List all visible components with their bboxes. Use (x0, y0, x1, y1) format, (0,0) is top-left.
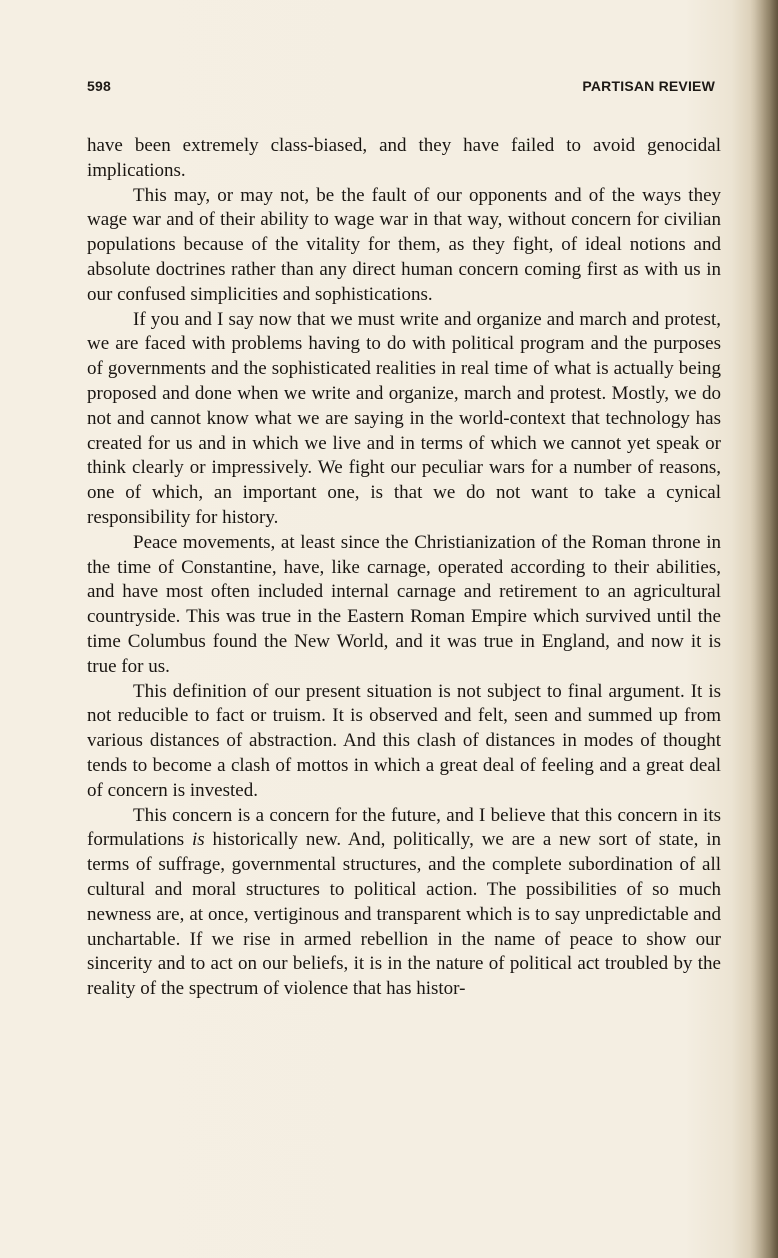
paragraph-final (87, 804, 721, 1002)
paragraph: Peace movements, at least since the Christianization of the Roman throne in the time of Constantine, have, like carnage, operated according to their abilities, and have most often included internal carnage and retirement to an agricultural countryside. This was true in the Eastern Roman Empire which survived until the time Columbus found the New World, and it was true in England, and now it is true for us. (87, 531, 721, 677)
paragraph-text: This concern is a concern for the future, and I believe that this concern in its formulations (87, 804, 721, 851)
body-text (87, 134, 721, 1002)
paragraph: If you and I say now that we must write and organize and march and protest, we are faced with problems having to do with political program and the purposes of governments and the sophisticated realities in real time of what is actually being proposed and done when we write and organize, march and protest. Mostly, we do not and cannot know what we are saying in the world-context that technology has created for us and in which we live and in terms of which we cannot yet speak or think clearly or impressively. We fight our peculiar wars for a number of reasons, one of which, an important one, is that we do not want to take a cynical responsibility for history. (87, 308, 721, 528)
paragraph: This may, or may not, be the fault of our opponents and of the ways they wage war and of their ability to wage war in that way, without concern for civilian populations because of the vitality for them, as they fight, of ideal notions and absolute doctrines rather than any direct human concern coming first as with us in our confused simplicities and sophistications. (87, 184, 721, 305)
paragraph: This definition of our present situation is not subject to final argument. It is not reducible to fact or truism. It is observed and felt, seen and summed up from various distances of abstraction. And this clash of distances in modes of thought tends to become a clash of mottos in which a great deal of feeling and a great deal of concern is invested. (87, 680, 721, 801)
spine-shadow (750, 0, 778, 1258)
journal-title: PARTISAN REVIEW (582, 78, 715, 94)
paragraph-continued: have been extremely class-biased, and they have failed to avoid genocidal implications. (87, 135, 721, 181)
running-head (87, 78, 715, 98)
paragraph-text: historically new. And, politically, we are a new sort of state, in terms of suffrage, governmental structures, and the complete subordination of all cultural and moral structures to political action. The possibilities of so much newness are, at once, vertiginous and transparent which is to say unpredictable and unchartable. If we rise in armed rebellion in the name of peace to show our sincerity and to act on our beliefs, it is in the nature of political act troubled by the reality of the spectrum of violence that has histor- (87, 829, 721, 1000)
emphasized-word: is (191, 829, 205, 851)
page-number: 598 (87, 78, 111, 94)
